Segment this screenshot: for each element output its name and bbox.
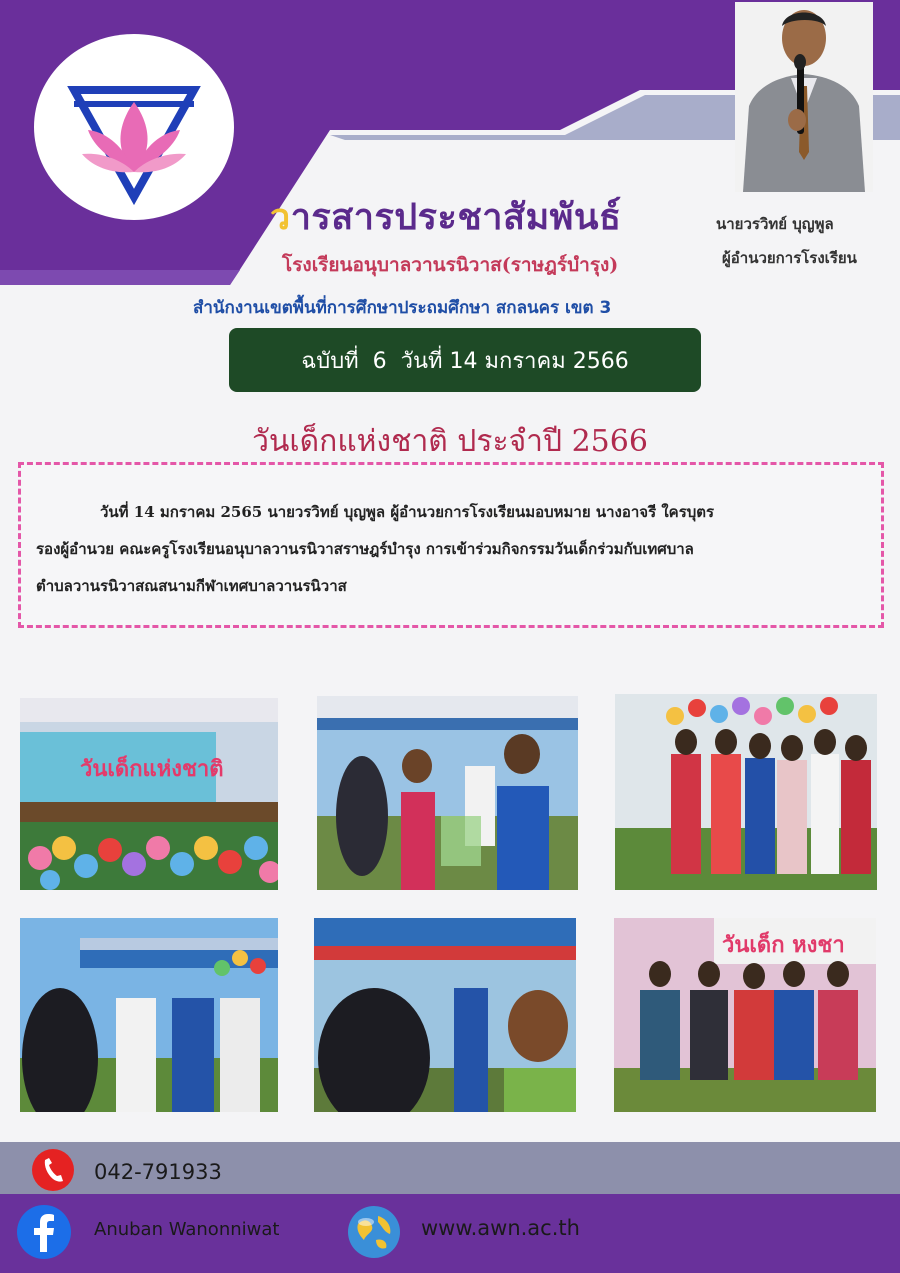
- facebook-icon[interactable]: [16, 1204, 72, 1260]
- school-name: โรงเรียนอนุบาลวานรนิวาส(ราษฎร์บำรุง): [282, 254, 619, 276]
- headline: วันเด็กแห่งชาติ ประจำปี 2566: [252, 424, 648, 459]
- newsletter-title: วารสารประชาสัมพันธ์: [270, 196, 622, 238]
- body-line-2: รองผู้อำนวย คณะครูโรงเรียนอนุบาลวานรนิวาสราษฎร์บำรุง การเข้าร่วมกิจกรรมวันเด็กร่วมกับเทศบาล: [36, 540, 694, 558]
- photo-stage-balloons: [20, 698, 278, 890]
- stage-banner-text: วันเด็กแห่งชาติ: [80, 757, 224, 782]
- booth-banner-text: วันเด็ก หงชา: [722, 933, 845, 958]
- issue-banner: ฉบับที่ 6 วันที่ 14 มกราคม 2566: [229, 328, 701, 392]
- school-logo: [32, 32, 236, 222]
- director-photo: [735, 2, 873, 192]
- phone-number: 042-791933: [94, 1160, 222, 1184]
- education-office: สำนักงานเขตพื้นที่การศึกษาประถมศึกษา สกลนคร เขต 3: [193, 298, 612, 318]
- photo-group-balloons: [615, 694, 877, 890]
- director-position: ผู้อำนวยการโรงเรียน: [722, 249, 857, 267]
- facebook-page-name[interactable]: Anuban Wanonniwat: [94, 1219, 280, 1240]
- body-line-1: วันที่ 14 มกราคม 2565 นายวรวิทย์ บุญพูล ผู้อำนวยการโรงเรียนมอบหมาย นางอาจรี ใครบุตร: [100, 503, 715, 521]
- director-name: นายวรวิทย์ บุญพูล: [716, 215, 834, 233]
- body-line-3: ตำบลวานรนิวาสณสนามกีฬาเทศบาลวานรนิวาส: [36, 577, 347, 595]
- photo-gift-giving: [317, 696, 578, 890]
- phone-icon: [31, 1148, 75, 1192]
- website-url[interactable]: www.awn.ac.th: [421, 1216, 580, 1240]
- globe-icon[interactable]: [346, 1204, 402, 1260]
- photo-seated-teachers: [614, 918, 876, 1112]
- photo-crowd-woman: [314, 918, 576, 1112]
- body-text: [36, 494, 870, 605]
- photo-crowd-balloons: [20, 918, 278, 1112]
